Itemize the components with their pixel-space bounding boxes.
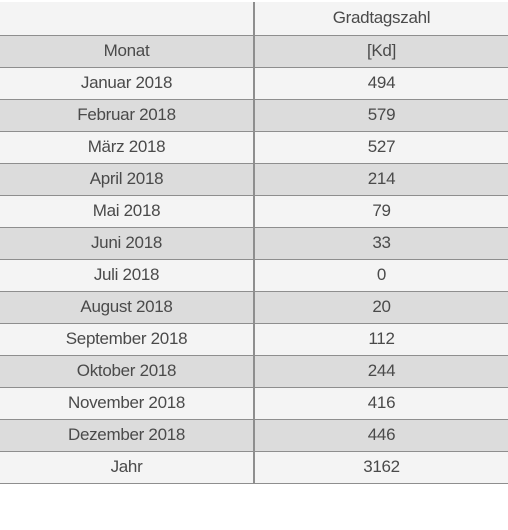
header-month-label: Monat <box>0 35 254 67</box>
table-row <box>0 291 508 323</box>
month-cell: Juli 2018 <box>0 259 254 291</box>
degree-days-table <box>0 2 508 484</box>
table-row <box>0 419 508 451</box>
month-cell: Februar 2018 <box>0 99 254 131</box>
value-cell: 0 <box>254 259 508 291</box>
value-cell: 244 <box>254 355 508 387</box>
month-cell: April 2018 <box>0 163 254 195</box>
value-cell: 214 <box>254 163 508 195</box>
month-cell: Mai 2018 <box>0 195 254 227</box>
total-row <box>0 451 508 483</box>
header-unit-label: [Kd] <box>254 35 508 67</box>
header-row-title <box>0 2 508 35</box>
month-cell: Oktober 2018 <box>0 355 254 387</box>
total-label-cell: Jahr <box>0 451 254 483</box>
month-cell: Juni 2018 <box>0 227 254 259</box>
month-cell: Januar 2018 <box>0 67 254 99</box>
month-cell: August 2018 <box>0 291 254 323</box>
table-row <box>0 163 508 195</box>
table-row <box>0 131 508 163</box>
total-value-cell: 3162 <box>254 451 508 483</box>
value-cell: 579 <box>254 99 508 131</box>
header-month-empty <box>0 2 254 35</box>
month-cell: März 2018 <box>0 131 254 163</box>
table-row <box>0 387 508 419</box>
header-value-title: Gradtagszahl <box>254 2 508 35</box>
month-cell: September 2018 <box>0 323 254 355</box>
month-cell: Dezember 2018 <box>0 419 254 451</box>
value-cell: 416 <box>254 387 508 419</box>
value-cell: 112 <box>254 323 508 355</box>
degree-days-table-container <box>0 2 508 484</box>
value-cell: 494 <box>254 67 508 99</box>
header-row-unit <box>0 35 508 67</box>
table-row <box>0 355 508 387</box>
value-cell: 20 <box>254 291 508 323</box>
value-cell: 527 <box>254 131 508 163</box>
table-row <box>0 195 508 227</box>
table-row <box>0 259 508 291</box>
table-row <box>0 99 508 131</box>
value-cell: 33 <box>254 227 508 259</box>
table-row <box>0 67 508 99</box>
table-row <box>0 323 508 355</box>
table-row <box>0 227 508 259</box>
month-cell: November 2018 <box>0 387 254 419</box>
value-cell: 79 <box>254 195 508 227</box>
value-cell: 446 <box>254 419 508 451</box>
